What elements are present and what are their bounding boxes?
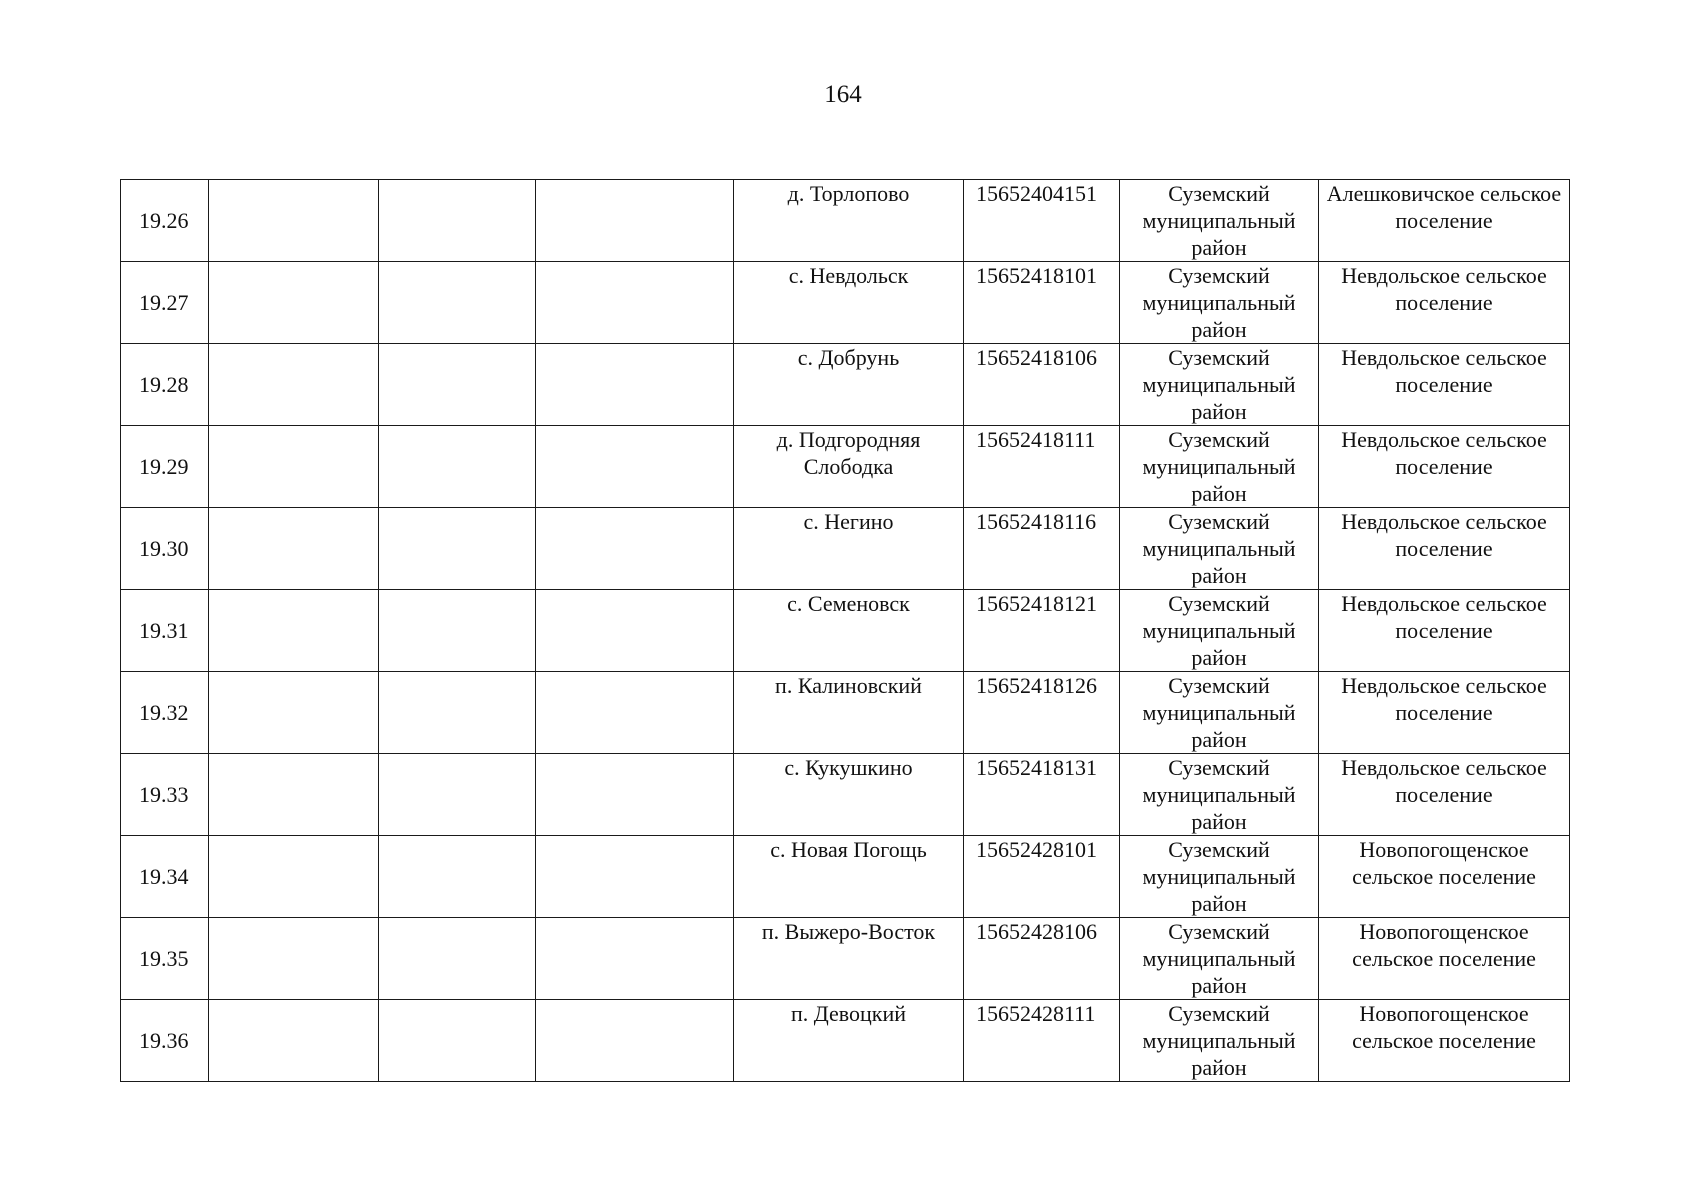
settlement-cell: Новопогощенское сельское поселение bbox=[1319, 836, 1570, 918]
empty-cell bbox=[536, 262, 734, 344]
district-cell: Суземский муниципальный район bbox=[1120, 508, 1319, 590]
row-number-cell: 19.27 bbox=[121, 262, 209, 344]
locality-cell: с. Добрунь bbox=[734, 344, 964, 426]
locality-cell: с. Новая Погощь bbox=[734, 836, 964, 918]
empty-cell bbox=[536, 1000, 734, 1082]
district-cell: Суземский муниципальный район bbox=[1120, 426, 1319, 508]
row-number-cell: 19.28 bbox=[121, 344, 209, 426]
settlement-cell: Невдольское сельское поселение bbox=[1319, 426, 1570, 508]
settlement-cell: Невдольское сельское поселение bbox=[1319, 262, 1570, 344]
locality-cell: с. Негино bbox=[734, 508, 964, 590]
empty-cell bbox=[536, 918, 734, 1000]
registry-table bbox=[120, 179, 1570, 1082]
oktmo-code-cell: 15652404151 bbox=[964, 180, 1120, 262]
locality-cell: п. Девоцкий bbox=[734, 1000, 964, 1082]
empty-cell bbox=[536, 426, 734, 508]
table-row bbox=[121, 590, 1570, 672]
empty-cell bbox=[379, 180, 536, 262]
row-number-cell: 19.31 bbox=[121, 590, 209, 672]
district-cell: Суземский муниципальный район bbox=[1120, 180, 1319, 262]
row-number-cell: 19.33 bbox=[121, 754, 209, 836]
empty-cell bbox=[536, 344, 734, 426]
settlement-cell: Невдольское сельское поселение bbox=[1319, 672, 1570, 754]
locality-cell: п. Выжеро-Восток bbox=[734, 918, 964, 1000]
row-number-cell: 19.35 bbox=[121, 918, 209, 1000]
table-row bbox=[121, 344, 1570, 426]
district-cell: Суземский муниципальный район bbox=[1120, 344, 1319, 426]
empty-cell bbox=[209, 508, 379, 590]
empty-cell bbox=[209, 262, 379, 344]
table-row bbox=[121, 836, 1570, 918]
district-cell: Суземский муниципальный район bbox=[1120, 918, 1319, 1000]
table-row bbox=[121, 426, 1570, 508]
oktmo-code-cell: 15652418126 bbox=[964, 672, 1120, 754]
empty-cell bbox=[536, 672, 734, 754]
oktmo-code-cell: 15652418106 bbox=[964, 344, 1120, 426]
row-number-cell: 19.29 bbox=[121, 426, 209, 508]
empty-cell bbox=[379, 918, 536, 1000]
row-number-cell: 19.34 bbox=[121, 836, 209, 918]
locality-cell: с. Семеновск bbox=[734, 590, 964, 672]
locality-cell: д. Подгородняя Слободка bbox=[734, 426, 964, 508]
district-cell: Суземский муниципальный район bbox=[1120, 672, 1319, 754]
empty-cell bbox=[379, 344, 536, 426]
oktmo-code-cell: 15652428111 bbox=[964, 1000, 1120, 1082]
empty-cell bbox=[536, 754, 734, 836]
table-row bbox=[121, 1000, 1570, 1082]
oktmo-code-cell: 15652418101 bbox=[964, 262, 1120, 344]
empty-cell bbox=[379, 836, 536, 918]
settlement-cell: Алешковичское сельское поселение bbox=[1319, 180, 1570, 262]
empty-cell bbox=[209, 426, 379, 508]
empty-cell bbox=[379, 672, 536, 754]
empty-cell bbox=[379, 426, 536, 508]
oktmo-code-cell: 15652418121 bbox=[964, 590, 1120, 672]
settlement-cell: Невдольское сельское поселение bbox=[1319, 590, 1570, 672]
table-row bbox=[121, 508, 1570, 590]
district-cell: Суземский муниципальный район bbox=[1120, 262, 1319, 344]
empty-cell bbox=[379, 590, 536, 672]
empty-cell bbox=[209, 590, 379, 672]
district-cell: Суземский муниципальный район bbox=[1120, 590, 1319, 672]
empty-cell bbox=[209, 344, 379, 426]
empty-cell bbox=[209, 1000, 379, 1082]
empty-cell bbox=[536, 590, 734, 672]
oktmo-code-cell: 15652428101 bbox=[964, 836, 1120, 918]
settlement-cell: Новопогощенское сельское поселение bbox=[1319, 1000, 1570, 1082]
oktmo-code-cell: 15652418116 bbox=[964, 508, 1120, 590]
table-row bbox=[121, 262, 1570, 344]
district-cell: Суземский муниципальный район bbox=[1120, 1000, 1319, 1082]
empty-cell bbox=[536, 180, 734, 262]
locality-cell: п. Калиновский bbox=[734, 672, 964, 754]
table-row bbox=[121, 918, 1570, 1000]
empty-cell bbox=[379, 262, 536, 344]
oktmo-code-cell: 15652428106 bbox=[964, 918, 1120, 1000]
row-number-cell: 19.26 bbox=[121, 180, 209, 262]
locality-cell: с. Невдольск bbox=[734, 262, 964, 344]
table-row bbox=[121, 180, 1570, 262]
empty-cell bbox=[209, 180, 379, 262]
row-number-cell: 19.36 bbox=[121, 1000, 209, 1082]
table-row bbox=[121, 754, 1570, 836]
empty-cell bbox=[209, 754, 379, 836]
row-number-cell: 19.32 bbox=[121, 672, 209, 754]
page-number: 164 bbox=[824, 81, 862, 108]
settlement-cell: Невдольское сельское поселение bbox=[1319, 344, 1570, 426]
empty-cell bbox=[209, 836, 379, 918]
oktmo-code-cell: 15652418111 bbox=[964, 426, 1120, 508]
empty-cell bbox=[379, 1000, 536, 1082]
table-row bbox=[121, 672, 1570, 754]
empty-cell bbox=[209, 918, 379, 1000]
locality-cell: с. Кукушкино bbox=[734, 754, 964, 836]
empty-cell bbox=[209, 672, 379, 754]
empty-cell bbox=[379, 754, 536, 836]
district-cell: Суземский муниципальный район bbox=[1120, 836, 1319, 918]
settlement-cell: Невдольское сельское поселение bbox=[1319, 754, 1570, 836]
table-body bbox=[121, 180, 1570, 1082]
district-cell: Суземский муниципальный район bbox=[1120, 754, 1319, 836]
settlement-cell: Новопогощенское сельское поселение bbox=[1319, 918, 1570, 1000]
locality-cell: д. Торлопово bbox=[734, 180, 964, 262]
settlement-cell: Невдольское сельское поселение bbox=[1319, 508, 1570, 590]
empty-cell bbox=[536, 508, 734, 590]
oktmo-code-cell: 15652418131 bbox=[964, 754, 1120, 836]
empty-cell bbox=[536, 836, 734, 918]
empty-cell bbox=[379, 508, 536, 590]
row-number-cell: 19.30 bbox=[121, 508, 209, 590]
